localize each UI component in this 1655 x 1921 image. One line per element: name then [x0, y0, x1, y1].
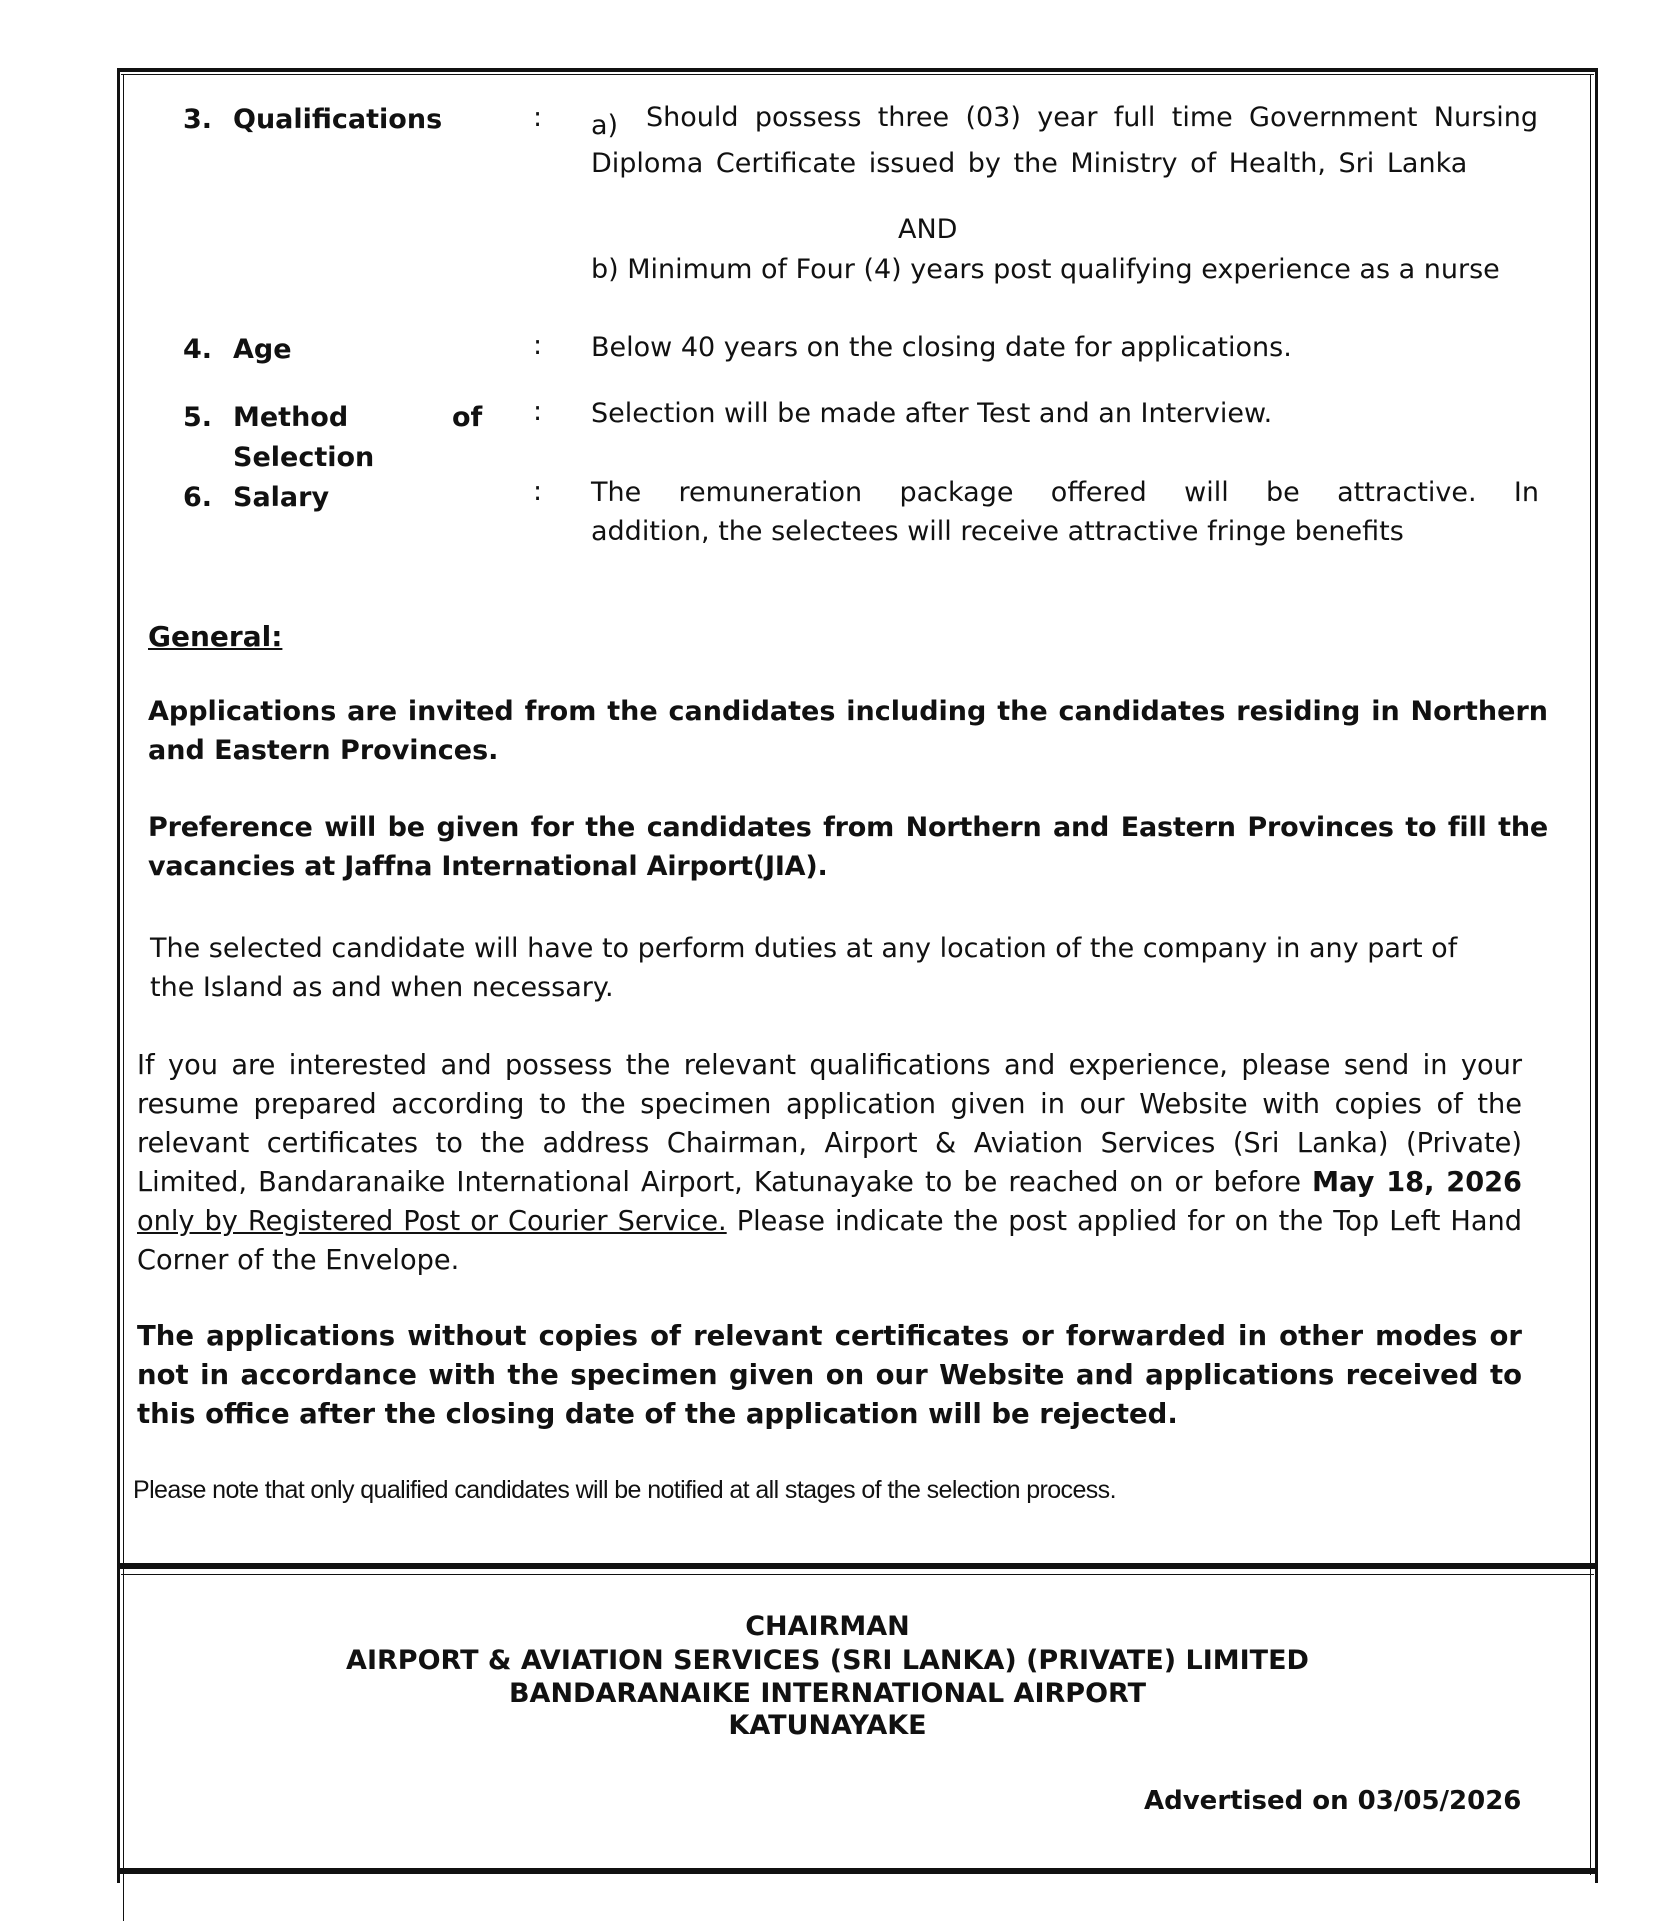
general-para-duties-line1: The selected candidate will have to perform duties at any location of the company in any part of	[150, 933, 1458, 964]
section-divider	[117, 1563, 1598, 1569]
footer-airport: BANDARANAIKE INTERNATIONAL AIRPORT	[508, 1678, 1147, 1709]
item-label: Age	[233, 334, 292, 365]
border-right-inner	[1590, 74, 1591, 1875]
age-text: Below 40 years on the closing date for applications.	[591, 332, 1292, 363]
item-number: 5.	[183, 402, 213, 433]
footer-location: KATUNAYAKE	[728, 1710, 927, 1741]
envelope-instructions: Please indicate the post applied for on the Top Left Hand Corner of the Envelope.	[137, 1206, 1522, 1276]
item-label-word1: Method	[233, 402, 349, 433]
border-top	[117, 68, 1598, 72]
salary-text-line1: The remuneration package offered will be attractive. In	[591, 477, 1539, 508]
item-label-word2: of	[452, 402, 483, 433]
general-para-rejection: The applications without copies of relevant certificates or forwarded in other modes or not in accordance with the specimen given on our Website and applications received to this office after the closing date of the application will be rejected.	[137, 1320, 1522, 1430]
item-colon: :	[533, 102, 543, 133]
border-left-inner	[123, 74, 124, 1875]
item-label-line2: Selection	[233, 442, 375, 473]
deadline-date: May 18, 2026	[1312, 1167, 1522, 1198]
salary-text-line2: addition, the selectees will receive attractive fringe benefits	[591, 516, 1404, 547]
item-colon: :	[533, 476, 543, 507]
general-heading: General:	[148, 620, 283, 653]
item-number: 4.	[183, 334, 213, 365]
submission-method: only by Registered Post or Courier Service.	[137, 1206, 727, 1237]
item-label: Salary	[233, 482, 330, 513]
qualification-a-line1: Should possess three (03) year full time Government Nursing	[646, 102, 1538, 133]
footer-company: AIRPORT & AVIATION SERVICES (SRI LANKA) (PRIVATE) LIMITED	[346, 1645, 1309, 1676]
qualification-and: AND	[898, 214, 958, 245]
border-bottom	[117, 1868, 1598, 1874]
item-number: 3.	[183, 104, 213, 135]
general-para-preference: Preference will be given for the candidates from Northern and Eastern Provinces to fill the vacancies at Jaffna International Airport(JIA).	[148, 812, 1548, 882]
general-note: Please note that only qualified candidates will be notified at all stages of the selection process.	[133, 1476, 1116, 1504]
qualification-a-marker: a)	[591, 110, 619, 141]
section-divider-inner	[121, 1574, 1594, 1575]
method-text: Selection will be made after Test and an Interview.	[591, 398, 1273, 429]
item-label: Qualifications	[233, 104, 443, 135]
general-para-apply	[137, 1046, 1522, 1280]
footer-chairman: CHAIRMAN	[745, 1611, 910, 1642]
qualification-b-line: b) Minimum of Four (4) years post qualifying experience as a nurse	[591, 254, 1500, 285]
apply-instructions: If you are interested and possess the relevant qualifications and experience, please send in your resume prepared according to the specimen application given in our Website with copies of the relevant certificates to the address Chairman, Airport & Aviation Services (Sri Lanka) (Private) Limited, Bandaranaike International Airport, Katunayake to be reached on or before	[137, 1050, 1522, 1198]
qualification-a-line2: Diploma Certificate issued by the Ministry of Health, Sri Lanka	[591, 148, 1468, 179]
general-para-duties-line2: the Island as and when necessary.	[150, 972, 614, 1003]
item-number: 6.	[183, 482, 213, 513]
border-top-inner	[121, 74, 1594, 75]
general-para-applications: Applications are invited from the candidates including the candidates residing in Northern and Eastern Provinces.	[148, 696, 1548, 766]
item-colon: :	[533, 330, 543, 361]
item-colon: :	[533, 396, 543, 427]
page-left-line	[123, 1874, 124, 1921]
advertised-date: Advertised on 03/05/2026	[1144, 1786, 1522, 1816]
